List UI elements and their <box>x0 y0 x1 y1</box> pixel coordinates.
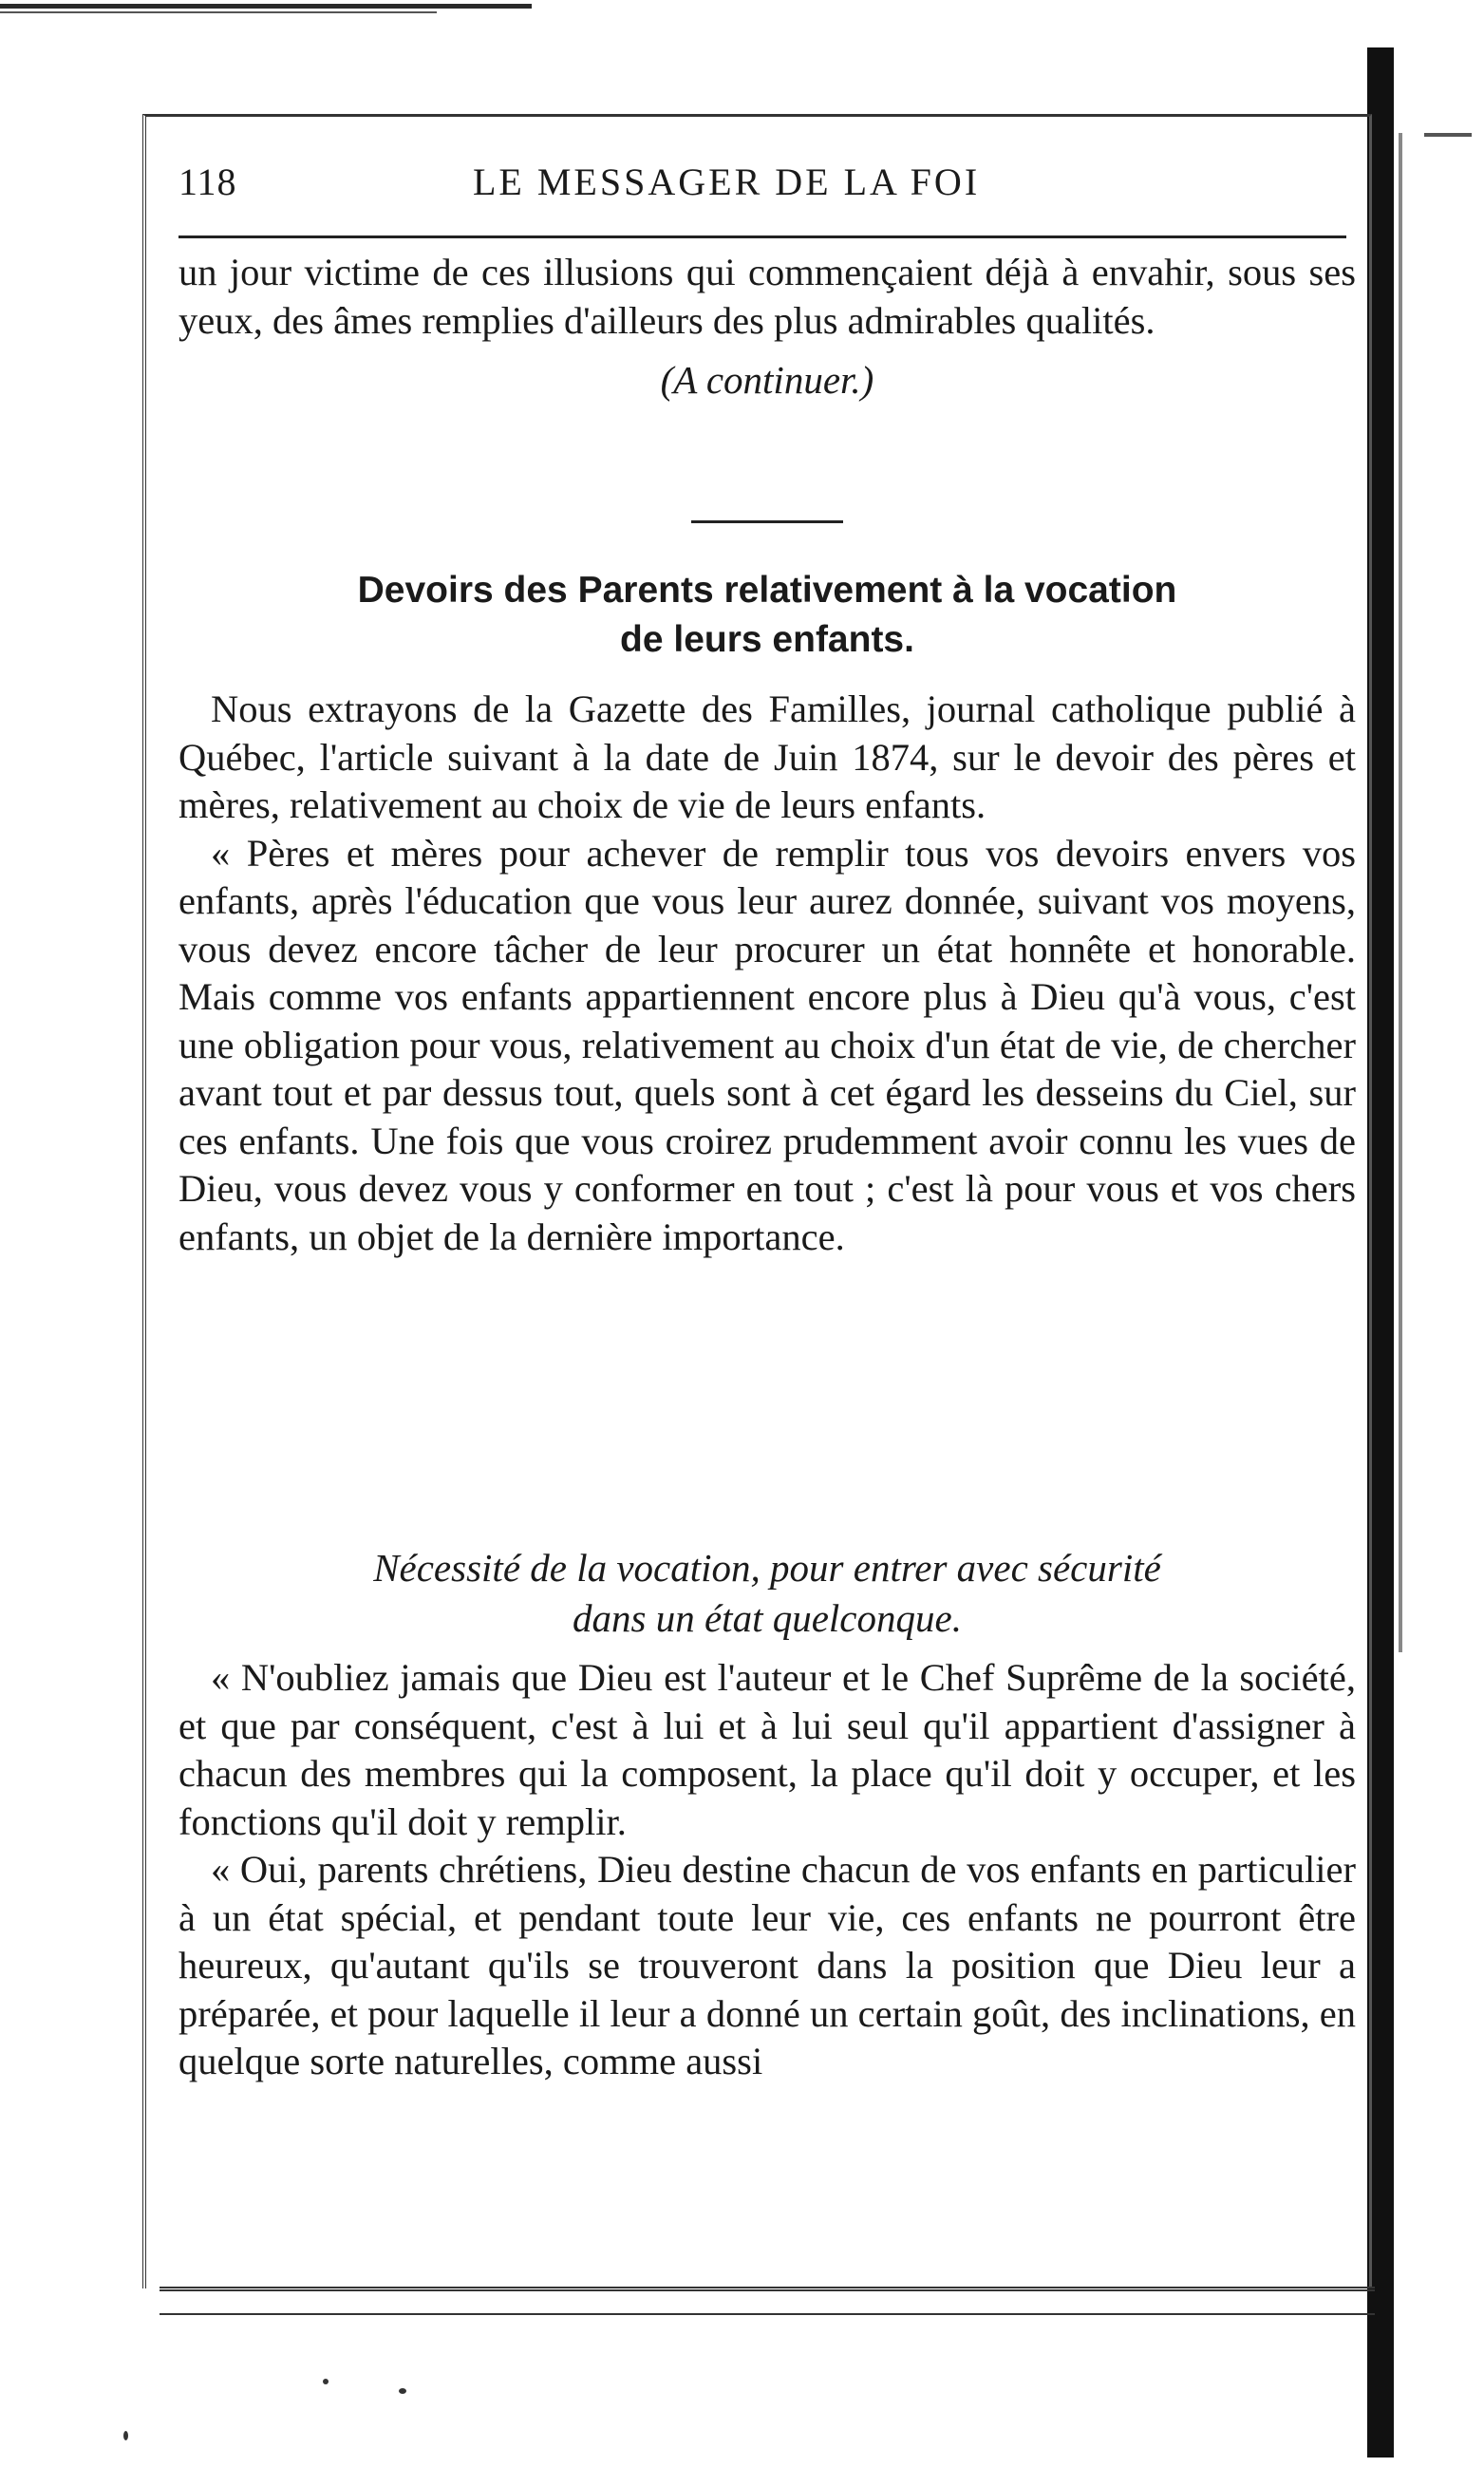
article-title <box>178 566 1356 665</box>
article-title-line-1: Devoirs des Parents relativement à la vocation <box>357 570 1177 611</box>
section-separator <box>691 520 843 523</box>
scan-artifact-right-tick <box>1424 133 1472 137</box>
running-head <box>178 160 1346 209</box>
article-body-part-2 <box>178 1654 1356 2086</box>
running-title: LE MESSAGER DE LA FOI <box>473 160 981 203</box>
continuation-paragraph: un jour victime de ces illusions qui commençaient déjà à envahir, sous ses yeux, des âmes remplies d'ailleurs des plus admirables qualités. <box>178 251 1356 342</box>
scan-artifact-top <box>0 4 532 9</box>
page-number: 118 <box>178 160 237 203</box>
scan-speck <box>123 2431 128 2440</box>
subhead-line-1: Nécessité de la vocation, pour entrer avec sécurité <box>373 1546 1161 1590</box>
scan-artifact-right-line <box>1399 133 1402 1652</box>
section-subhead <box>178 1543 1356 1644</box>
body-paragraph-3: « Oui, parents chrétiens, Dieu destine chacun de vos enfants en particulier à un état spécial, et pendant toute leur vie, ces enfants ne pourront être heureux, qu'autant qu'ils se trouveront dans la position que Dieu leur a préparée, et pour laquelle il leur a donné un certain goût, des inclinations, en quelque sorte naturelles, comme aussi <box>178 1848 1356 2082</box>
body-paragraph-2: « N'oubliez jamais que Dieu est l'auteur et le Chef Suprême de la société, et que par conséquent, c'est à lui et à lui seul qu'il appartient d'assigner à chacun des membres qui la composent, la place qu'il doit y occuper, et les fonctions qu'il doit y remplir. <box>178 1656 1356 1843</box>
body-paragraph-1: « Pères et mères pour achever de remplir tous vos devoirs envers vos enfants, après l'éducation que vous leur aurez donnée, suivant vos moyens, vous devez encore tâcher de leur procurer un état honnête et honorable. Mais comme vos enfants appartiennent encore plus à Dieu qu'à vous, c'est une obligation pour vous, relativement au choix d'un état de vie, de chercher avant tout et par dessus tout, quels sont à cet égard les desseins du Ciel, sur ces enfants. Une fois que vous croirez prudemment avoir connu les vues de Dieu, vous devez vous y conformer en tout ; c'est là pour vous et vos chers enfants, un objet de la dernière importance. <box>178 831 1356 1258</box>
scan-speck <box>323 2379 329 2384</box>
continuation-block <box>178 249 1356 404</box>
article-body-part-1 <box>178 686 1356 1261</box>
article-title-line-2: de leurs enfants. <box>620 619 914 660</box>
subhead-line-2: dans un état quelconque. <box>573 1596 962 1640</box>
intro-paragraph: Nous extrayons de la Gazette des Familles, journal catholique publié à Québec, l'article suivant à la date de Juin 1874, sur le devoir des pères et mères, relativement au choix de vie de leurs enfants. <box>178 687 1356 826</box>
page-frame-bottom-rule <box>160 2287 1375 2291</box>
header-rule <box>178 235 1346 238</box>
scan-artifact-top-thin <box>0 11 437 13</box>
to-be-continued: (A continuer.) <box>660 358 874 402</box>
page-frame-bottom-rule-thin <box>160 2313 1375 2315</box>
scan-speck <box>399 2388 406 2394</box>
